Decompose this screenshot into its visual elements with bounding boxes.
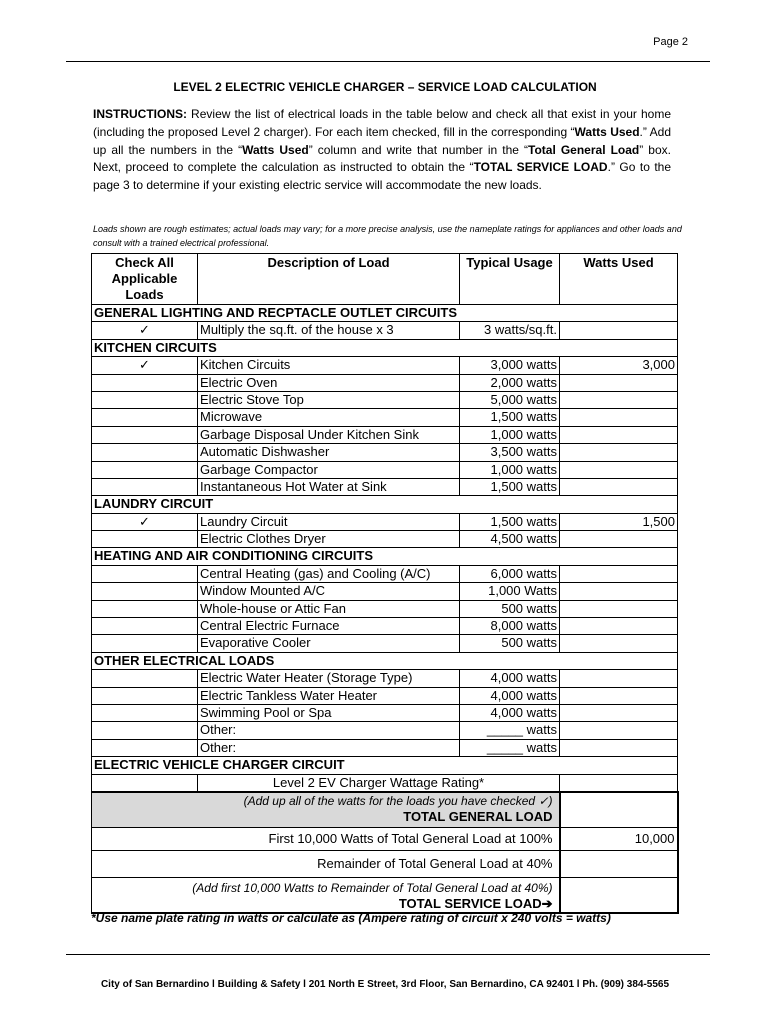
load-typical-usage: 3,500 watts	[460, 444, 560, 461]
instructions	[93, 106, 671, 195]
instructions-text: Review the list of electrical loads in the table below and check all that exist in your home (including the proposed Level 2 charger). For each item checked, fill in the corresponding “	[93, 107, 671, 139]
load-description: Microwave	[198, 409, 460, 426]
page-number: Page 2	[653, 36, 688, 48]
section-title: ELECTRIC VEHICLE CHARGER CIRCUIT	[92, 757, 560, 774]
load-row	[92, 583, 678, 600]
load-watts-used[interactable]	[560, 461, 678, 478]
remainder-value[interactable]	[560, 850, 678, 877]
header-check: Check All Applicable Loads	[92, 254, 198, 305]
load-row	[92, 687, 678, 704]
load-checkbox[interactable]	[92, 600, 198, 617]
load-description: Electric Tankless Water Heater	[198, 687, 460, 704]
load-watts-used[interactable]	[560, 704, 678, 721]
load-watts-used[interactable]	[560, 409, 678, 426]
section-spacer	[560, 757, 678, 774]
load-checkbox[interactable]: ✓	[92, 357, 198, 374]
load-row	[92, 391, 678, 408]
section-title: HEATING AND AIR CONDITIONING CIRCUITS	[92, 548, 560, 565]
load-description: Garbage Disposal Under Kitchen Sink	[198, 426, 460, 443]
add-first-note: (Add first 10,000 Watts to Remainder of Total General Load at 40%)	[192, 880, 553, 895]
first-10000-value: 10,000	[560, 827, 678, 850]
section-header-row	[92, 305, 678, 322]
load-watts-used[interactable]	[560, 565, 678, 582]
load-description: Garbage Compactor	[198, 461, 460, 478]
load-watts-used[interactable]	[560, 687, 678, 704]
load-watts-used[interactable]	[560, 391, 678, 408]
section-spacer	[560, 496, 678, 513]
total-service-load-title: TOTAL SERVICE LOAD➔	[398, 895, 553, 911]
load-row	[92, 374, 678, 391]
load-checkbox[interactable]: ✓	[92, 513, 198, 530]
load-checkbox[interactable]	[92, 670, 198, 687]
first-10000-label: First 10,000 Watts of Total General Load at 100%	[92, 827, 560, 850]
header-usage: Typical Usage	[460, 254, 560, 305]
load-row	[92, 600, 678, 617]
load-description: Multiply the sq.ft. of the house x 3	[198, 322, 460, 339]
remainder-row	[92, 850, 678, 877]
load-row	[92, 531, 678, 548]
load-typical-usage: 6,000 watts	[460, 565, 560, 582]
load-watts-used[interactable]	[560, 444, 678, 461]
load-checkbox[interactable]	[92, 426, 198, 443]
load-watts-used[interactable]: 3,000	[560, 357, 678, 374]
estimate-note: Loads shown are rough estimates; actual loads may vary; for a more precise analysis, use the nameplate ratings for appliances and other loads and consult with a trained electrical professional.	[93, 224, 682, 248]
section-spacer	[560, 339, 678, 356]
load-checkbox[interactable]	[92, 374, 198, 391]
section-header-row	[92, 496, 678, 513]
ev-description: Level 2 EV Charger Wattage Rating*	[198, 774, 560, 792]
load-typical-usage: _____ watts	[460, 722, 560, 739]
instructions-text: ” column and write that number in the “	[308, 142, 528, 157]
load-row	[92, 722, 678, 739]
load-table	[91, 253, 679, 914]
load-checkbox[interactable]	[92, 444, 198, 461]
ev-charger-row	[92, 774, 678, 792]
load-row	[92, 565, 678, 582]
load-row	[92, 513, 678, 530]
load-checkbox[interactable]	[92, 704, 198, 721]
load-checkbox[interactable]	[92, 635, 198, 652]
load-description: Swimming Pool or Spa	[198, 704, 460, 721]
load-typical-usage: 4,000 watts	[460, 670, 560, 687]
load-typical-usage: 500 watts	[460, 635, 560, 652]
load-checkbox[interactable]	[92, 478, 198, 495]
load-description: Instantaneous Hot Water at Sink	[198, 478, 460, 495]
instructions-bold: Watts Used	[574, 124, 640, 139]
total-general-load-label	[92, 792, 560, 828]
ev-checkbox[interactable]	[92, 774, 198, 792]
load-typical-usage: 8,000 watts	[460, 618, 560, 635]
instructions-lead: INSTRUCTIONS:	[93, 107, 187, 121]
section-title: KITCHEN CIRCUITS	[92, 339, 560, 356]
load-description: Central Heating (gas) and Cooling (A/C)	[198, 565, 460, 582]
load-typical-usage: 3,000 watts	[460, 357, 560, 374]
section-title: GENERAL LIGHTING AND RECPTACLE OUTLET CIRCUITS	[92, 305, 560, 322]
load-checkbox[interactable]	[92, 687, 198, 704]
section-title: OTHER ELECTRICAL LOADS	[92, 652, 560, 669]
load-description: Kitchen Circuits	[198, 357, 460, 374]
load-description: Electric Oven	[198, 374, 460, 391]
load-typical-usage: 4,500 watts	[460, 531, 560, 548]
load-row	[92, 357, 678, 374]
section-header-row	[92, 339, 678, 356]
load-watts-used[interactable]	[560, 531, 678, 548]
instructions-bold: TOTAL SERVICE LOAD	[473, 160, 608, 175]
load-typical-usage: 4,000 watts	[460, 704, 560, 721]
load-watts-used[interactable]	[560, 478, 678, 495]
load-checkbox[interactable]	[92, 565, 198, 582]
load-watts-used[interactable]	[560, 426, 678, 443]
ev-watts-used[interactable]	[560, 774, 678, 792]
header-watts-used: Watts Used	[560, 254, 678, 305]
load-checkbox[interactable]	[92, 461, 198, 478]
footer-rule	[66, 954, 710, 955]
load-checkbox[interactable]	[92, 391, 198, 408]
total-general-load-row	[92, 792, 678, 828]
load-description: Automatic Dishwasher	[198, 444, 460, 461]
document-title: LEVEL 2 ELECTRIC VEHICLE CHARGER – SERVICE LOAD CALCULATION	[173, 80, 597, 94]
table-header-row	[92, 254, 678, 305]
instructions-bold: Total General Load	[528, 142, 640, 157]
load-typical-usage: 500 watts	[460, 600, 560, 617]
load-typical-usage: 1,000 Watts	[460, 583, 560, 600]
load-typical-usage: 1,500 watts	[460, 478, 560, 495]
load-row	[92, 478, 678, 495]
load-row	[92, 322, 678, 339]
load-description: Electric Clothes Dryer	[198, 531, 460, 548]
load-description: Central Electric Furnace	[198, 618, 460, 635]
load-typical-usage: 1,000 watts	[460, 461, 560, 478]
load-typical-usage: 5,000 watts	[460, 391, 560, 408]
load-row	[92, 461, 678, 478]
header-description: Description of Load	[198, 254, 460, 305]
first-10000-row	[92, 827, 678, 850]
load-row	[92, 618, 678, 635]
remainder-label: Remainder of Total General Load at 40%	[92, 850, 560, 877]
load-row	[92, 670, 678, 687]
load-checkbox[interactable]	[92, 739, 198, 756]
load-watts-used[interactable]	[560, 739, 678, 756]
load-row	[92, 409, 678, 426]
instructions-bold: Watts Used	[242, 142, 309, 157]
load-watts-used[interactable]	[560, 618, 678, 635]
load-typical-usage: 1,000 watts	[460, 426, 560, 443]
load-typical-usage: 2,000 watts	[460, 374, 560, 391]
section-spacer	[560, 305, 678, 322]
footnote: *Use name plate rating in watts or calculate as (Ampere rating of circuit x 240 volts = watts)	[91, 911, 611, 925]
load-typical-usage: _____ watts	[460, 739, 560, 756]
load-checkbox[interactable]	[92, 409, 198, 426]
load-typical-usage: 1,500 watts	[460, 513, 560, 530]
load-row	[92, 635, 678, 652]
load-description: Evaporative Cooler	[198, 635, 460, 652]
load-watts-used[interactable]	[560, 374, 678, 391]
load-row	[92, 704, 678, 721]
total-service-load-value[interactable]	[560, 877, 678, 913]
load-description: Laundry Circuit	[198, 513, 460, 530]
load-watts-used[interactable]	[560, 635, 678, 652]
load-description: Whole-house or Attic Fan	[198, 600, 460, 617]
load-typical-usage: 1,500 watts	[460, 409, 560, 426]
instructions-text: .” Go to the page 3 to determine if your existing electric service will accommodate the new loads.	[93, 160, 672, 193]
instructions-text: .” Add up all the numbers in the “	[93, 124, 671, 157]
section-spacer	[560, 652, 678, 669]
load-watts-used[interactable]	[560, 600, 678, 617]
load-description: Electric Stove Top	[198, 391, 460, 408]
load-watts-used[interactable]	[560, 583, 678, 600]
instructions-text: ” box. Next, proceed to complete the calculation as instructed to obtain the “	[93, 142, 671, 175]
total-service-load-row	[92, 877, 678, 913]
total-general-load-value[interactable]	[560, 792, 678, 828]
load-checkbox[interactable]: ✓	[92, 322, 198, 339]
load-watts-used[interactable]	[560, 670, 678, 687]
load-description: Window Mounted A/C	[198, 583, 460, 600]
load-watts-used[interactable]: 1,500	[560, 513, 678, 530]
load-typical-usage: 4,000 watts	[460, 687, 560, 704]
load-checkbox[interactable]	[92, 722, 198, 739]
load-checkbox[interactable]	[92, 618, 198, 635]
load-description: Other:	[198, 722, 460, 739]
total-service-load-label	[92, 877, 560, 913]
section-header-row	[92, 548, 678, 565]
load-description: Other:	[198, 739, 460, 756]
load-checkbox[interactable]	[92, 583, 198, 600]
load-row	[92, 739, 678, 756]
load-description: Electric Water Heater (Storage Type)	[198, 670, 460, 687]
load-row	[92, 444, 678, 461]
section-title: LAUNDRY CIRCUIT	[92, 496, 560, 513]
load-row	[92, 426, 678, 443]
section-spacer	[560, 548, 678, 565]
header-rule	[66, 61, 710, 62]
page-footer: City of San Bernardino l Building & Safety l 201 North E Street, 3rd Floor, San Bernardino, CA 92401 l Ph. (909) 384-5565	[100, 979, 670, 990]
total-general-load-title: TOTAL GENERAL LOAD	[403, 808, 553, 824]
load-checkbox[interactable]	[92, 531, 198, 548]
section-header-row	[92, 757, 678, 774]
add-up-note: (Add up all of the watts for the loads you have checked ✓)	[243, 793, 553, 808]
load-typical-usage: 3 watts/sq.ft.	[460, 322, 560, 339]
load-watts-used[interactable]	[560, 322, 678, 339]
section-header-row	[92, 652, 678, 669]
load-watts-used[interactable]	[560, 722, 678, 739]
